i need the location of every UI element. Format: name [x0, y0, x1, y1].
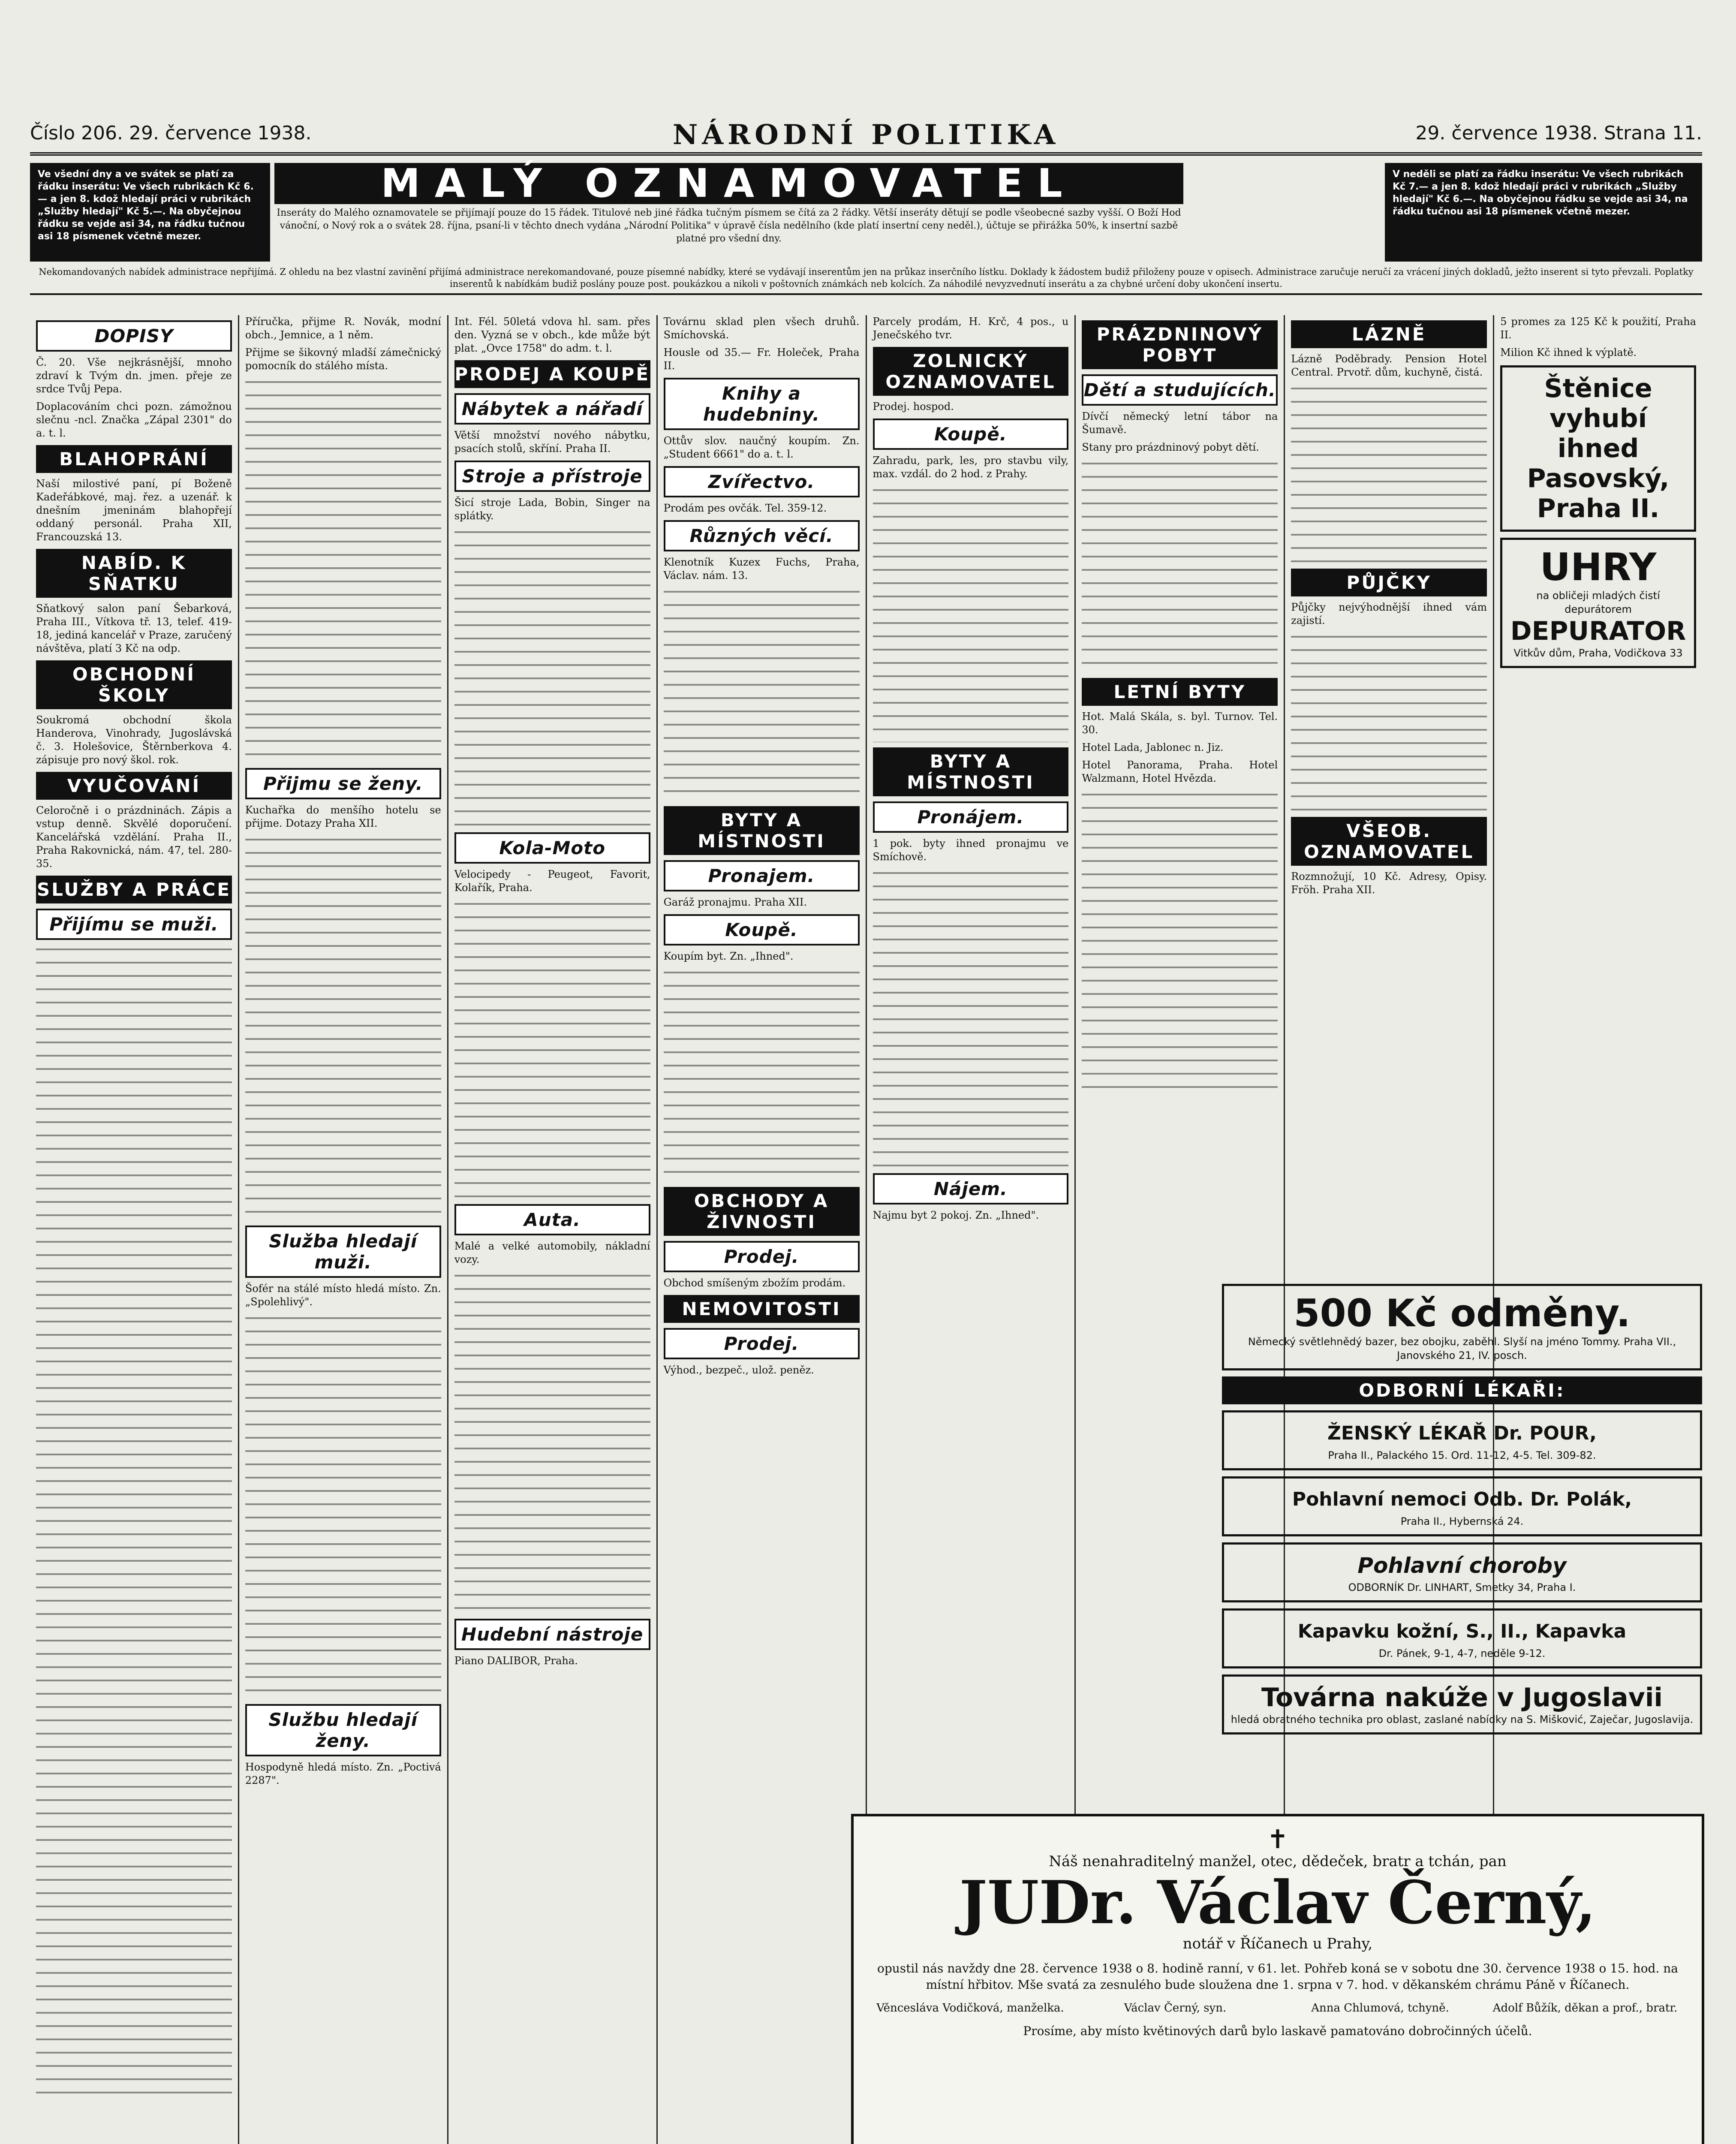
rubric-heading: NEMOVITOSTI — [664, 1295, 860, 1323]
obituary-body: opustil nás navždy dne 28. července 1938 o 8. hodině ranní, v 61. let. Pohřeb koná se v sobotu dne 30. července 1938 o 15. hod. na místní hřbitov. Mše svatá za zesnulého bude sloužena dne 1. srpna v 7. hod. v děkanském chrámu Páně v Říčanech. — [877, 1961, 1678, 1992]
ad-text: Piano DALIBOR, Praha. — [454, 1655, 578, 1667]
ad-text: Příručka, přijme R. Novák, modní obch., Jemnice, a 1 něm. — [245, 316, 441, 341]
rubric-heading: Prodej. — [664, 1241, 860, 1272]
classified-text-lines — [1291, 632, 1487, 812]
page-info: 29. července 1938. Strana 11. — [1415, 122, 1702, 144]
ad-text: Celoročně i o prázdninách. Zápis a vstup denně. Skvělé doporučení. Kancelářská vzdělání. Praha II., Praha Rakovnická, nám. 47, tel. 280-35. — [36, 804, 232, 870]
rubric-heading: Kola-Moto — [454, 832, 650, 864]
doctor-detail: Dr. Pánek, 9-1, 4-7, neděle 9-12. — [1378, 1647, 1546, 1659]
classified-text-lines — [664, 967, 860, 1182]
doctor-name: ŽENSKÝ LÉKAŘ Dr. POUR, — [1327, 1422, 1597, 1444]
rubric-heading: NABÍD. K SŇATKU — [36, 549, 232, 598]
classified-text-lines — [1082, 789, 1278, 1090]
ad-text: Najmu byt 2 pokoj. Zn. „Ihned". — [873, 1209, 1039, 1221]
ad-text: Garáž pronajmu. Praha XII. — [663, 896, 807, 908]
obituary-role: notář v Říčanech u Prahy, — [1182, 1935, 1373, 1952]
ad-text: Rozmnožují, 10 Kč. Adresy, Opisy. Fröh. Praha XII. — [1291, 870, 1487, 896]
doctor-ad — [1222, 1410, 1702, 1470]
ad-text: Hotel Lada, Jablonec n. Jiz. — [1082, 741, 1224, 753]
classified-text-lines — [1291, 383, 1487, 563]
ad-text: Naší milostivé paní, pí Boženě Kadeřábkové, maj. řez. a uzenář. k dnešním jmeninám blahopřejí oddaný personál. Praha XII, Francouzská 13. — [36, 478, 232, 543]
ad-text: Prodej. hospod. — [873, 400, 954, 413]
rubric-heading: PŮJČKY — [1291, 569, 1487, 596]
ad-text: 5 promes za 125 Kč k použití, Praha II. — [1500, 316, 1696, 341]
classified-text-lines — [36, 944, 232, 2102]
pricing-note-sunday: V neděli se platí za řádku inserátu: Ve všech rubrikách Kč 7.— a jen 8. kdož hledají práci v rubrikách „Služby hledají" Kč 6.—. Na obyčejnou řádku se vejde asi 34, na řádku tučnou asi 18 písmenek včetně mezer. — [1385, 163, 1702, 262]
classified-text-lines — [245, 377, 441, 763]
classifieds-terms: Inseráty do Malého oznamovatele se přijímají pouze do 15 řádek. Titulové neb jiné řádka tučným písmem se čítá za 2 řádky. Větší inseráty dětují se podle všeobecné sazby vyšší. O Boží Hod vánoční, o Nový rok a o svátek 28. října, psaní-li v těchto dnech vydána „Národní Politika" v úpravě čísla nedělního (kde platí insertní ceny neděl.), účtuje se přirážka 50%, k insertní sazbě platné pro všední dny. — [277, 208, 1181, 244]
rubric-heading: Prodej. — [664, 1328, 860, 1359]
ad-text: Malé a velké automobily, nákladní vozy. — [454, 1240, 650, 1265]
obituary-intro: Náš nenahraditelný manžel, otec, dědeček, bratr a tchán, pan — [1049, 1853, 1507, 1870]
classified-text-lines — [454, 527, 650, 827]
rubric-heading: Nábytek a nářadí — [454, 393, 650, 425]
stenice-ad — [1500, 365, 1696, 532]
ad-text: Továrnu sklad plen všech druhů. Smíchovská. — [663, 316, 860, 341]
administration-note: Nekomandovaných nabídek administrace nepřijímá. Z ohledu na bez vlastní zavinění přijímá administrace nerekomandované, pouze písemné nabídky, které se vydávají inserentům jen na průkaz inserčního lístku. Doklady k žádostem budiž přiloženy pouze v opisech. Administrace zaručuje neručí za vrácení jiných dokladů, ježto inserent si tyto převzali. Poplatky inserentů k nabídkám budiž poslány pouze post. poukázkou a nikoli v poštovních známkách neb kolcích. Za náhodilé nevyzvednutí inserátu a za chybné určení doby ukončení insertu. — [30, 266, 1702, 295]
stenice-heading: Štěnice vyhubí ihned Pasovský, Praha II. — [1527, 373, 1670, 524]
rubric-heading: Dětí a studujících. — [1082, 374, 1278, 406]
ad-text: 1 pok. byty ihned pronajmu ve Smíchově. — [873, 837, 1069, 863]
mourner: Adolf Bůžík, děkan a prof., bratr. — [1492, 2002, 1678, 2015]
obituary-notice — [851, 1814, 1704, 2144]
rubric-heading: OBCHODY A ŽIVNOSTI — [664, 1187, 860, 1236]
issue-number: Číslo 206. 29. července 1938. — [30, 122, 312, 144]
uhry-subtitle: na obličeji mladých čistí depurátorem — [1536, 590, 1660, 615]
reward-ad — [1222, 1284, 1702, 1370]
doctor-ad — [1222, 1542, 1702, 1602]
ad-text: Ottův slov. naučný koupím. Zn. „Student 6661" do a. t. l. — [663, 435, 860, 460]
ad-text: Č. 20. Vše nejkrásnější, mnoho zdraví k Tvým dn. jmen. přeje ze srdce Tvůj Pepa. — [36, 356, 232, 395]
classified-text-lines — [454, 1271, 650, 1614]
cross-icon: ✝ — [1267, 1825, 1289, 1855]
classified-text-lines — [664, 587, 860, 801]
ad-text: Hot. Malá Skála, s. byl. Turnov. Tel. 30. — [1082, 711, 1278, 736]
rubric-heading: PRODEJ A KOUPĚ — [454, 360, 650, 388]
ad-text: Kuchařka do menšího hotelu se přijme. Dotazy Praha XII. — [245, 804, 441, 829]
rubric-heading: Službu hledají ženy. — [245, 1704, 441, 1756]
classified-text-lines — [873, 485, 1069, 742]
rubric-heading: BYTY A MÍSTNOSTI — [664, 806, 860, 855]
classifieds-title: MALÝ OZNAMOVATEL — [274, 163, 1183, 204]
obituary-closing: Prosíme, aby místo květinových darů bylo laskavě pamatováno dobročinných účelů. — [1023, 2024, 1532, 2038]
classified-text-lines — [245, 1313, 441, 1699]
doctor-detail: Praha II., Palackého 15. Ord. 11-12, 4-5. Tel. 309-82. — [1328, 1449, 1596, 1461]
column-4 — [658, 315, 867, 2144]
ad-text: Milion Kč ihned k výplatě. — [1500, 346, 1637, 358]
ad-text: Soukromá obchodní škola Handerova, Vinohrady, Jugoslávská č. 3. Holešovice, Štěrnberkova 4. zápisuje pro nový škol. rok. — [36, 714, 232, 766]
rubric-heading: Nájem. — [873, 1173, 1069, 1204]
ad-text: Dívčí německý letní tábor na Šumavě. — [1082, 410, 1278, 436]
ad-text: Hospodyně hledá místo. Zn. „Poctivá 2287". — [245, 1761, 441, 1786]
doctor-ad — [1222, 1608, 1702, 1668]
rubric-heading: VŠEOB. OZNAMOVATEL — [1291, 817, 1487, 866]
pricing-note-weekday: Ve všední dny a ve svátek se platí za řádku inserátu: Ve všech rubrikách Kč 6.— a jen 8. kdož hledají práci v rubrikách „Služby hledají" Kč 5.—. Na obyčejnou řádku se vejde asi 34, na řádku tučnou asi 18 písmenek včetně mezer. — [30, 163, 270, 262]
newspaper-title: NÁRODNÍ POLITIKA — [672, 119, 1060, 151]
ad-text: Velocipedy - Peugeot, Favorit, Kolařík, Praha. — [454, 868, 650, 894]
obituary-name: JUDr. Václav Černý, — [959, 1867, 1596, 1937]
ad-text: Přijme se šikovný mladší zámečnický pomocník do stálého místa. — [245, 346, 441, 372]
doctor-detail: ODBORNÍK Dr. LINHART, Smetky 34, Praha I. — [1348, 1581, 1576, 1593]
column-3 — [448, 315, 658, 2144]
ad-text: Hotel Panorama, Praha. Hotel Walzmann, Hotel Hvězda. — [1082, 759, 1278, 784]
column-1 — [30, 315, 239, 2144]
doctor-ad — [1222, 1476, 1702, 1536]
ad-text: Sňatkový salon paní Šebarková, Praha III., Vítkova tř. 13, telef. 419-18, jediná kancelář v Praze, zaručený návštěva, platí 3 Kč na odp. — [36, 602, 232, 654]
ad-text: Obchod smíšeným zbožím prodám. — [663, 1277, 846, 1289]
rubric-heading: LETNÍ BYTY — [1082, 678, 1278, 706]
doctor-detail: Praha II., Hybernská 24. — [1400, 1515, 1524, 1527]
rubric-heading: ZOLNICKÝ OZNAMOVATEL — [873, 347, 1069, 396]
rubric-heading: PRÁZDNINOVÝ POBYT — [1082, 320, 1278, 369]
mourner: Věncesláva Vodičková, manželka. — [876, 2002, 1064, 2015]
rubric-heading: OBCHODNÍ ŠKOLY — [36, 660, 232, 709]
ad-text: Parcely prodám, H. Krč, 4 pos., u Jenečského tvr. — [873, 316, 1069, 341]
ad-text: Housle od 35.— Fr. Holeček, Praha II. — [663, 346, 860, 372]
rubric-heading: Auta. — [454, 1204, 650, 1235]
classifieds-banner — [274, 160, 1183, 244]
ad-text: Stany pro prázdninový pobyt dětí. — [1082, 441, 1259, 453]
rubric-heading: Různých věcí. — [664, 520, 860, 551]
rubric-heading: Knihy a hudebniny. — [664, 378, 860, 430]
classified-text-lines — [454, 899, 650, 1199]
ad-text: Šofér na stálé místo hledá místo. Zn. „Spolehlivý". — [245, 1283, 441, 1308]
rubric-heading: Přijmu se ženy. — [245, 768, 441, 799]
factory-text: hledá obratného technika pro oblast, zaslané nabídky na S. Mišković, Zaječar, Jugoslavija. — [1231, 1713, 1694, 1725]
doctor-name: Pohlavní choroby — [1357, 1553, 1567, 1578]
ad-text: Výhod., bezpeč., ulož. peněz. — [663, 1364, 814, 1376]
uhry-shop: Vitkův dům, Praha, Vodičkova 33 — [1513, 647, 1683, 659]
ad-text: Šicí stroje Lada, Bobin, Singer na splátky. — [454, 497, 650, 522]
doctor-name: Kapavku kožní, S., II., Kapavka — [1297, 1620, 1627, 1642]
rubric-heading: SLUŽBY A PRÁCE — [36, 876, 232, 903]
ad-text: Zahradu, park, les, pro stavbu vily, max. vzdál. do 2 hod. z Prahy. — [873, 455, 1069, 480]
column-2 — [239, 315, 448, 2144]
factory-heading: Továrna nakúže v Jugoslavii — [1261, 1683, 1663, 1713]
depurator-brand: DEPURATOR — [1510, 616, 1686, 646]
ad-text: Klenotník Kuzex Fuchs, Praha, Václav. nám. 13. — [663, 556, 860, 581]
rubric-heading: Hudební nástroje — [454, 1619, 650, 1650]
rubric-heading: VYUČOVÁNÍ — [36, 772, 232, 800]
uhry-heading: UHRY — [1540, 545, 1657, 589]
ad-text: Int. Fél. 50letá vdova hl. sam. přes den. Vyzná se v obch., kde může být plat. „Ovce 1758" do adm. t. l. — [454, 316, 650, 354]
mourner: Anna Chlumová, tchyně. — [1311, 2002, 1449, 2015]
ad-text: Lázně Poděbrady. Pension Hotel Central. Prvotř. dům, kuchyně, čistá. — [1291, 353, 1487, 378]
ad-text: Půjčky nejvýhodnější ihned vám zajistí. — [1291, 601, 1487, 626]
factory-ad — [1222, 1674, 1702, 1734]
rubric-heading: Pronajem. — [664, 860, 860, 891]
rubric-heading: BLAHOPRÁNÍ — [36, 445, 232, 473]
mourner: Václav Černý, syn. — [1124, 2002, 1227, 2015]
uhry-ad — [1500, 538, 1696, 668]
rubric-heading: BYTY A MÍSTNOSTI — [873, 747, 1069, 796]
ad-text: Koupím byt. Zn. „Ihned". — [663, 950, 794, 962]
reward-heading: 500 Kč odměny. — [1294, 1291, 1631, 1335]
mourners-list — [871, 2001, 1685, 2015]
doctors-rubric: ODBORNÍ LÉKAŘI: — [1222, 1376, 1702, 1404]
masthead — [30, 119, 1702, 156]
rubric-subheading: Přijímu se muži. — [36, 909, 232, 940]
classified-text-lines — [245, 834, 441, 1220]
rubric-heading: Koupě. — [873, 419, 1069, 450]
rubric-heading: Služba hledají muži. — [245, 1226, 441, 1278]
rubric-heading: Stroje a přístroje — [454, 461, 650, 492]
ad-text: Doplacováním chci pozn. zámožnou slečnu -ncl. Značka „Zápal 2301" do a. t. l. — [36, 400, 232, 439]
ad-text: Prodám pes ovčák. Tel. 359-12. — [663, 502, 827, 514]
doctor-name: Pohlavní nemoci Odb. Dr. Polák, — [1292, 1488, 1632, 1510]
rubric-heading: LÁZNĚ — [1291, 320, 1487, 348]
right-display-ads — [1222, 1278, 1702, 1740]
ad-text: Větší množství nového nábytku, psacích stolů, skříní. Praha II. — [454, 429, 650, 455]
rubric-heading: DOPISY — [36, 320, 232, 352]
classified-text-lines — [873, 868, 1069, 1168]
rubric-heading: Koupě. — [664, 914, 860, 946]
classified-text-lines — [1082, 458, 1278, 673]
rubric-heading: Pronájem. — [873, 801, 1069, 833]
reward-text: Německý světlehnědý bazer, bez obojku, zaběhl. Slyší na jméno Tommy. Praha VII., Janovského 21, IV. posch. — [1248, 1336, 1676, 1361]
rubric-heading: Zvířectvo. — [664, 466, 860, 497]
